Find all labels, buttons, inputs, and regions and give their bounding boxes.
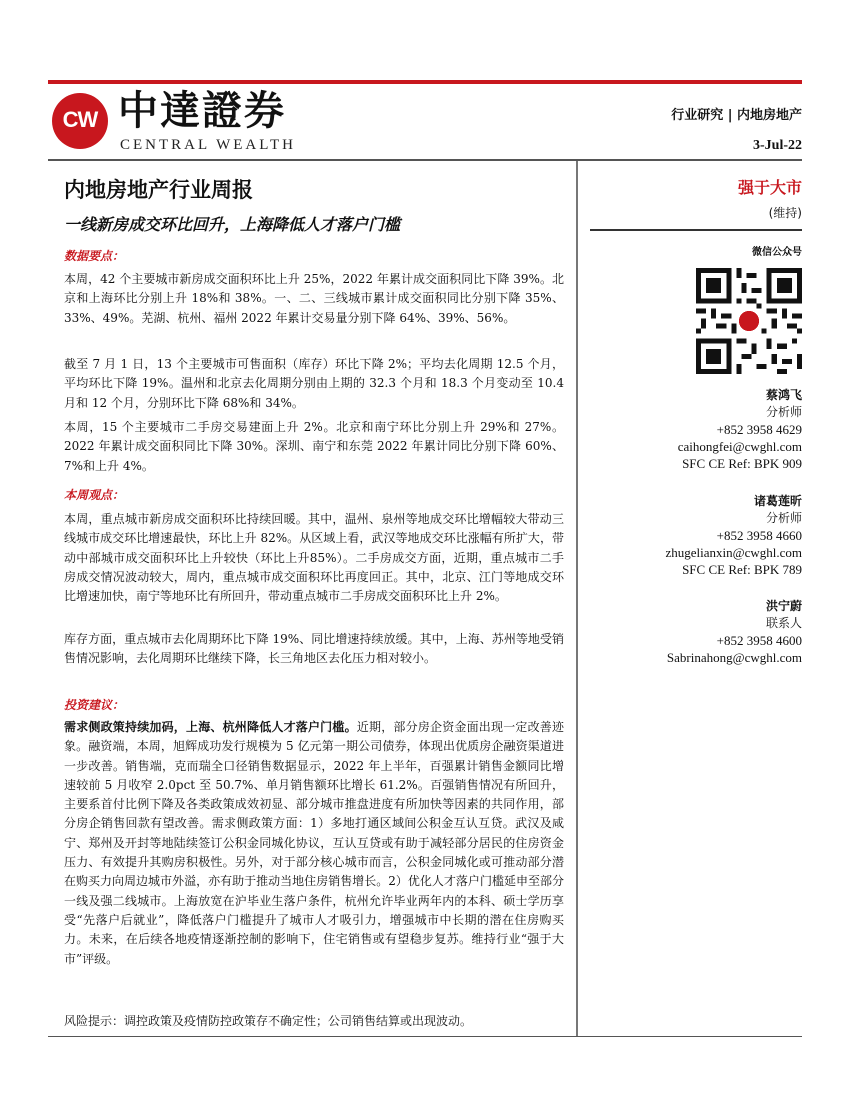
view-paragraph: 库存方面，重点城市去化周期环比下降 19%、同比增速持续放缓。其中，上海、苏州等地受销售情况影响，去化周期环比继续下降，长三角地区去化压力相对较小。 bbox=[64, 632, 564, 666]
column-divider bbox=[576, 161, 578, 1037]
contact-card bbox=[592, 387, 802, 472]
view-paragraph: 本周，重点城市新房成交面积环比持续回暖。其中，温州、泉州等地成交环比增幅较大带动三线城市成交环比增速最快，环比上升 82%。从区域上看，武汉等地成交环比涨幅有所扩大，带动中部城市成交面积环比上升较快（环比上升85%）。二手房成交方面，近期，重点城市二手房成交情况波动较大，周内，重点城市成交面积环比再度回正。其中，北京、江门等地成交环比增速加快，南宁等地环比有所回升，带动重点城市二手房成交面积环比上升 2%。 bbox=[64, 512, 564, 604]
brand-name-cn: 中達證券 bbox=[118, 87, 286, 134]
header-top-rule bbox=[48, 80, 802, 84]
contact-name: 诸葛莲昕 bbox=[753, 494, 802, 508]
data-paragraph: 本周，15 个主要城市二手房交易建面上升 2%。北京和南宁环比分别上升 29%和 27%。2022 年累计成交面积同比下降 30%。深圳、南宁和东莞 2022 年累计同比分别下降 60%、7%和上升 4%。 bbox=[64, 420, 564, 473]
wechat-qr-code-icon bbox=[696, 268, 802, 374]
advice-lead: 需求侧政策持续加码，上海、杭州降低人才落户门槛。 bbox=[64, 720, 357, 734]
section-heading-weekly-view: 本周观点： bbox=[64, 488, 125, 502]
contact-email[interactable]: Sabrinahong@cwghl.com bbox=[666, 650, 802, 665]
contact-phone: +852 3958 4629 bbox=[716, 422, 802, 437]
header-divider bbox=[48, 159, 802, 161]
contact-name: 洪宁蔚 bbox=[765, 599, 802, 613]
contact-sfc-ref: SFC CE Ref: BPK 789 bbox=[682, 562, 802, 577]
data-paragraph: 截至 7 月 1 日，13 个主要城市可售面积（库存）环比下降 2%；平均去化周期 12.5 个月，平均环比下降 19%。温州和北京去化周期分别由上期的 32.3 个月和 18.3 个月变动至 10.4 月和 12 个月，分别环比下降 68%和 34%。 bbox=[64, 357, 564, 410]
report-subtitle: 一线新房成交环比回升，上海降低人才落户门槛 bbox=[64, 215, 401, 234]
contact-email[interactable]: caihongfei@cwghl.com bbox=[677, 439, 802, 454]
sidebar-divider bbox=[590, 229, 802, 231]
section-heading-advice: 投资建议： bbox=[64, 698, 125, 712]
contact-name: 蔡鸿飞 bbox=[765, 388, 802, 402]
report-category: 行业研究 | 内地房地产 bbox=[671, 108, 802, 123]
logo-text: CW bbox=[62, 107, 98, 132]
contact-phone: +852 3958 4600 bbox=[716, 633, 802, 648]
contact-phone: +852 3958 4660 bbox=[716, 528, 802, 543]
contact-role: 分析师 bbox=[765, 511, 802, 525]
risk-note: 风险提示：调控政策及疫情防控政策存不确定性；公司销售结算或出现波动。 bbox=[64, 1014, 473, 1028]
cw-logo-icon bbox=[52, 93, 108, 149]
contact-card bbox=[592, 493, 802, 578]
wechat-label: 微信公众号 bbox=[752, 247, 802, 258]
data-paragraph: 本周，42 个主要城市新房成交面积环比上升 25%，2022 年累计成交面积同比下降 39%。北京和上海环比分别上升 18%和 38%。一、二、三线城市累计成交面积同比分别下降 35%、33%、49%。芜湖、杭州、福州 2022 年累计交易量分别下降 64%、39%、56%。 bbox=[64, 272, 564, 325]
report-date: 3-Jul-22 bbox=[753, 138, 802, 153]
footer-divider bbox=[48, 1036, 802, 1037]
contact-role: 分析师 bbox=[765, 405, 802, 419]
report-title: 内地房地产行业周报 bbox=[64, 177, 253, 202]
contact-role: 联系人 bbox=[765, 616, 802, 630]
rating-label: 强于大市 bbox=[737, 178, 802, 197]
brand-name-en: CENTRAL WEALTH bbox=[120, 137, 297, 153]
contact-sfc-ref: SFC CE Ref: BPK 909 bbox=[682, 456, 802, 471]
advice-paragraph bbox=[64, 718, 564, 969]
advice-body: 近期，部分房企资金面出现一定改善迹象。融资端，本周，旭辉成功发行规模为 5 亿元第一期公司债券，体现出优质房企融资渠道进一步改善。销售端，克而瑞全口径销售数据显示，2022 年上半年，百强累计销售金额同比增速较前 5 月收窄 2.0pct 至 50.7%、单月销售额环比增长 61.2%。百强销售情况有所回升，主要系首付比例下降及各类政策成效初显、部分城市推盘进度有所加快等因素的共同作用，部分房企销售回款有望改善。需求侧政策方面：1）多地打通区域间公积金互认互贷。武汉及咸宁、郑州及开封等地陆续签订公积金同城化协议，互认互贷或有助于减轻部分居民的住房资金压力、有效提升其购房积极性。另外，对于部分核心城市而言，公积金同城化或可推动部分潜在购买力向周边城市外溢，亦有助于推动当地住房销售增长。2）优化人才落户门槛延申至部分一线及强二线城市。上海放宽在沪毕业生落户条件，杭州允许毕业两年内的本科、硕士学历享受“先落户后就业”，降低落户门槛提升了城市人才吸引力，增强城市中长期的潜在住房购买力。未来，在后续各地疫情逐渐控制的影响下，住宅销售或有望稳步复苏。维持行业“强于大市”评级。 bbox=[64, 720, 564, 966]
contact-card bbox=[592, 598, 802, 666]
section-heading-data-points: 数据要点： bbox=[64, 249, 125, 263]
contact-email[interactable]: zhugelianxin@cwghl.com bbox=[665, 545, 802, 560]
rating-note: (维持) bbox=[768, 206, 802, 220]
